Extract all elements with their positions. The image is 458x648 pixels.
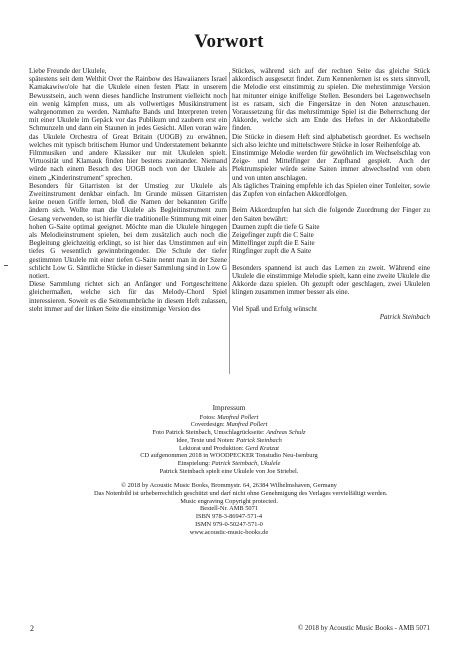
foreword-paragraph-7: Als tägliches Training empfehle ich das Spielen einer Tonleiter, sowie das Zupfen von einfachen Akkordfolgen. — [232, 181, 430, 199]
credit-name: Patrick Steinbach, Ukulele — [211, 459, 281, 467]
foreword-left-column — [29, 67, 227, 313]
foreword-paragraph-2: Besonders für Gitarristen ist der Umstieg zur Ukulele als Zweitinstrument denkbar einfach. Im Grunde müssen Gitarristen keine neuen Griffe lernen, bloß die Namen der bekannten Griffe ändern sich. Wollte man die Ukulele als Begleitinstrument zum Gesang verwenden, so ist hierfür die traditionelle Stimmung mit einer hohen G-Saite optimal geeignet. Möchte man die Ukulele hingegen als Melodieinstrument spielen, bei dem zusätzlich auch noch die Begleitung gleichzeitig erklingt, so ist hier das Umstimmen auf ein tiefes G wesentlich gewinnbringender. Die Schule der tiefer gestimmten Ukulele mit einer tiefen G-Saite nennt man in der Szene schlicht Low G. Sämtliche Stücke in dieser Sammlung sind in Low G notiert. — [29, 181, 227, 281]
credit-name: Andreas Schulz — [266, 429, 306, 437]
foreword-paragraph-4: Stückes, während sich auf der rechten Seite das gleiche Stück akkordisch ausgesetzt findet. Zum Kennenlernen ist es stets sinnvoll, die Melodie erst einstimmig zu spielen. Die mehrstimmige Version hat mitunter einige kniffelige Stellen. Besonders bei Lagenwechseln ist es ratsam, sich die Fingersätze in den Noten anzuschauen. Voraussetzung für das mehrstimmige Spiel ist die Beherrschung der Akkorde, welche sich am Ende des Heftes in der Akkordtabelle finden. — [232, 67, 430, 133]
closing-line: Viel Spaß und Erfolg wünscht — [232, 304, 317, 313]
credit-line-recording: CD aufgenommen 2018 in WOODPECKER Tonstudio Neu-Isenburg — [140, 452, 318, 460]
fingering-item: Mittelfinger zupft die E Saite — [232, 239, 315, 248]
credit-label: Coverdesign: — [190, 421, 225, 429]
foreword-right-column — [232, 67, 430, 321]
credit-line-editing — [94, 445, 364, 453]
footer-copyright: © 2018 by Acoustic Music Books - AMB 5071 — [297, 624, 430, 632]
signature: Patrick Steinbach — [379, 313, 430, 322]
credit-name: Manfred Pollert — [217, 413, 259, 421]
credit-label: Fotos: — [199, 413, 216, 421]
credit-name: Gerd Kratzat — [245, 444, 279, 452]
spacer — [94, 475, 364, 482]
rights-notice: Das Notenbild ist urheberrechtlich geschützt und darf nicht ohne Genehmigung des Verlages vervielfältigt werden. — [94, 490, 388, 498]
impressum-block — [94, 403, 388, 536]
credit-label: Foto Patrick Steinbach, Umschlagrückseite: — [152, 429, 265, 437]
credit-name: Manfred Pollert — [226, 421, 268, 429]
engraving-notice: Music engraving Copyright protected. — [180, 497, 278, 505]
credit-label: Idee, Texte und Noten: — [176, 436, 235, 444]
page-title: Vorwort — [194, 31, 264, 52]
page-number: 2 — [30, 624, 34, 633]
isbn: ISBN 978-3-86947-571-4 — [195, 513, 263, 521]
credit-line-performance — [94, 460, 364, 468]
order-number: Bestell-Nr. AMB 5071 — [199, 505, 259, 513]
impressum-heading: Impressum — [212, 403, 246, 412]
credit-line-instrument: Patrick Steinbach spielt eine Ukulele von Joe Striebel. — [159, 467, 299, 475]
salutation: Liebe Freunde der Ukulele, — [29, 67, 107, 75]
foreword-paragraph-8: Besonders spannend ist auch das Lernen zu zweit. Während eine Ukulele die einstimmige Melodie spielt, kann eine zweite Ukulele die Akkorde dazu spielen. Oh gezupft oder geschlagen, zwei Ukulelen klingen zusammen immer besser als eine. — [232, 263, 430, 297]
credit-line-photos — [94, 414, 364, 422]
credit-label: Lektorat und Produktion: — [179, 444, 244, 452]
credit-line-idea — [94, 437, 364, 445]
fingering-item: Ringfinger zupft die A Saite — [232, 247, 312, 256]
credit-name: Patrick Steinbach — [236, 436, 282, 444]
margin-mark — [4, 265, 8, 266]
fingering-item: Zeigefinger zupft die C Saite — [232, 231, 314, 240]
foreword-paragraph-6: Einstimmige Melodie werden für gewöhnlich im Wechselschlag von Zeige- und Mittelfinger der Zupfhand gespielt. Auch der Plektrumspieler würde seine Saiten immer abwechselnd von oben und von unten anschlagen. — [232, 149, 430, 182]
fingering-item: Daumen zupft die tiefe G Saite — [232, 222, 320, 231]
credit-label: Einspielung: — [177, 459, 210, 467]
credit-line-backcover-photo — [94, 429, 364, 437]
foreword-paragraph-3: Diese Sammlung richtet sich an Anfänger und Fortgeschrittene gleichermaßen, welche sich für das Melody-Chord Spiel interessieren. Soweit es die Seitenumbrüche in diesem Heft zulassen, steht immer auf der linken Seite die einstimmige Version des — [29, 280, 227, 313]
publisher-url: www.acoustic-music-books.de — [189, 528, 269, 536]
publisher-copyright: © 2018 by Acoustic Music Books, Brommystr. 64, 26384 Wilhelmshaven, Germany — [121, 482, 337, 490]
column-divider — [229, 72, 230, 374]
foreword-paragraph-5: Die Stücke in diesem Heft sind alphabetisch geordnet. Es wechseln sich also leichte und mittelschwere Stücke in loser Reihenfolge ab. — [232, 132, 430, 149]
fingering-intro: Beim Akkordzupfen hat sich die folgende Zuordnung der Finger zu den Saiten bewährt: — [232, 206, 430, 223]
foreword-paragraph-1: spätestens seit dem Welthit Over the Rainbow des Hawaiianers Israel Kamakawiwo'ole hat die Ukulele einen festen Platz in unserem Bewusstsein, auch wenn dieses handliche Instrument vielleicht noch ein wenig kämpfen muss, um als vollwertiges Musikinstrument wahrgenommen zu werden. Namhafte Bands und Interpreten treten mit einer Ukulele im Gepäck vor das Publikum und zaubern erst ein Schmunzeln und dann ein Staunen in jedes Gesicht. Allen voran wäre das Ukulele Orchestra of Great Britain (UOGB) zu erwähnen, welches mit typisch britischem Humor und Understatement bekannte Filmmusiken und andere Klassiker nur mit Ukulelen spielt. Virtuosität und Klamauk finden hier bestens zueinander. Niemand würde nach einem Besuch des UOGB noch von der Ukulele als einem „Kinderinstrument" sprechen. — [29, 75, 227, 182]
ismn: ISMN 979-0-50247-571-0 — [195, 520, 263, 528]
credit-line-coverdesign — [94, 421, 364, 429]
